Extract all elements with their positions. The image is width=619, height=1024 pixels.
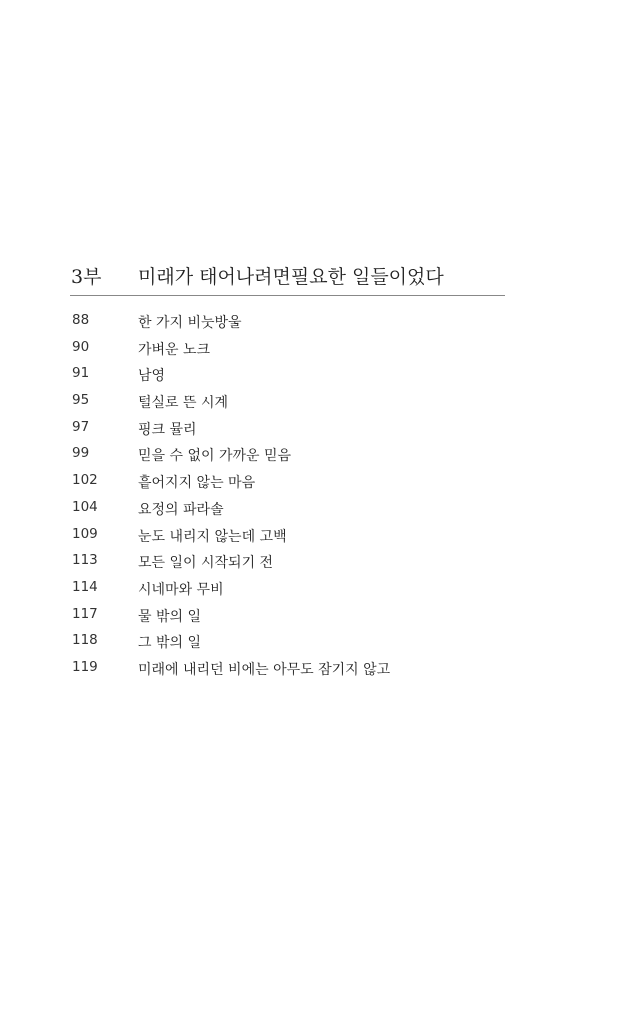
entry-title: 믿을 수 없이 가까운 믿음 — [138, 448, 292, 465]
page-number: 119 — [72, 658, 98, 675]
page-number: 91 — [72, 365, 90, 382]
page-number: 99 — [72, 445, 90, 462]
toc-entry[interactable] — [0, 472, 619, 499]
entry-title: 남영 — [138, 368, 166, 385]
page-number: 102 — [72, 472, 98, 489]
toc-entry[interactable] — [0, 445, 619, 472]
page-number: 117 — [72, 605, 98, 622]
entry-title: 물 밖의 일 — [138, 608, 201, 625]
toc-entry[interactable] — [0, 365, 619, 392]
toc-entry[interactable] — [0, 579, 619, 606]
entry-title: 모든 일이 시작되기 전 — [138, 555, 274, 572]
entry-title: 털실로 뜬 시계 — [138, 395, 229, 412]
page-number: 104 — [72, 498, 98, 515]
toc-entry[interactable] — [0, 312, 619, 339]
toc-entry[interactable] — [0, 499, 619, 526]
page-number: 114 — [72, 578, 98, 595]
toc-entry[interactable] — [0, 392, 619, 419]
entry-title: 가벼운 노크 — [138, 341, 211, 358]
toc-list — [0, 312, 619, 686]
page-number: 95 — [72, 392, 90, 409]
page-number: 113 — [72, 552, 98, 569]
page-number: 118 — [72, 632, 98, 649]
part-title: 미래가 태어나려면필요한 일들이었다 — [138, 266, 444, 288]
page-number: 109 — [72, 525, 98, 542]
entry-title: 눈도 내리지 않는데 고백 — [138, 528, 287, 545]
toc-entry[interactable] — [0, 632, 619, 659]
entry-title: 한 가지 비눗방울 — [138, 315, 242, 331]
page-number: 90 — [72, 338, 90, 355]
page-number: 88 — [72, 312, 90, 328]
entry-title: 흩어지지 않는 마음 — [138, 475, 256, 492]
entry-title: 요정의 파라솔 — [138, 501, 224, 518]
entry-title: 시네마와 무비 — [138, 581, 224, 598]
toc-entry[interactable] — [0, 659, 619, 686]
divider — [70, 295, 505, 296]
toc-entry[interactable] — [0, 339, 619, 366]
entry-title: 핑크 뮬리 — [138, 421, 197, 438]
part-number: 3부 — [71, 266, 102, 288]
toc-entry[interactable] — [0, 419, 619, 446]
entry-title: 미래에 내리던 비에는 아무도 잠기지 않고 — [138, 661, 391, 678]
entry-title: 그 밖의 일 — [138, 635, 201, 652]
toc-entry[interactable] — [0, 606, 619, 633]
page-number: 97 — [72, 418, 90, 435]
toc-entry[interactable] — [0, 526, 619, 553]
toc-entry[interactable] — [0, 552, 619, 579]
